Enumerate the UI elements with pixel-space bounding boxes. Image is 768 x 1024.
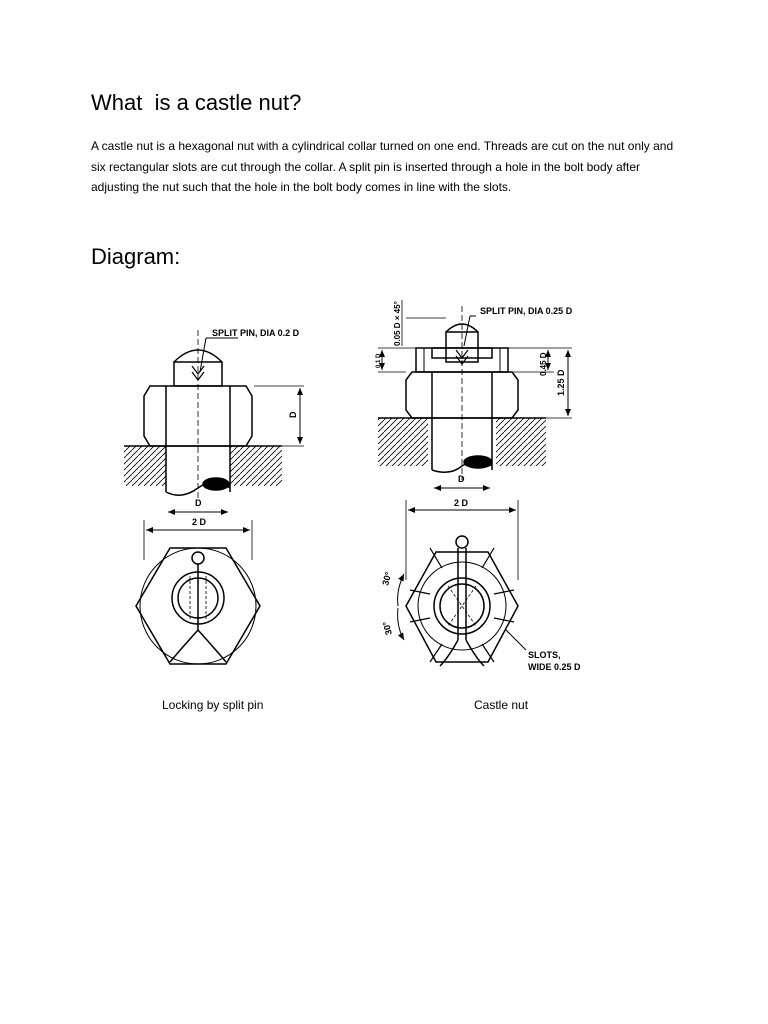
left-figure-plan	[136, 520, 260, 664]
right-dim-total: 1.25 D	[556, 369, 566, 396]
right-dim-small: 0.1 D	[376, 353, 382, 368]
left-dim-d-bottom: D	[195, 498, 202, 508]
caption-castle-nut: Castle nut	[474, 698, 529, 712]
right-dim-chamfer: 0.05 D × 45°	[393, 301, 402, 346]
right-figure-elevation	[378, 300, 572, 488]
intro-paragraph: A castle nut is a hexagonal nut with a cylindrical collar turned on one end. Threads are cut on the nut only and six rectangular slots are cut through the collar. A split pin is inserted through a hole in the bolt body after adjusting the nut such that the hole in the bolt body comes in line with the slots.	[91, 139, 674, 194]
caption-locking: Locking by split pin	[162, 698, 264, 712]
right-angle-top: 30°	[380, 570, 394, 587]
left-split-pin-label: SPLIT PIN, DIA 0.2 D	[212, 328, 300, 338]
right-dim-2d: 2 D	[454, 498, 469, 508]
right-split-pin-label: SPLIT PIN, DIA 0.25 D	[480, 306, 573, 316]
right-angle-bottom: 30°	[380, 620, 394, 637]
right-dim-d: D	[458, 474, 465, 484]
right-slots-label-2: WIDE 0.25 D	[528, 662, 581, 672]
diagram-heading: Diagram:	[91, 244, 181, 269]
left-figure-elevation	[124, 330, 304, 512]
right-dim-collar: 0.45 D	[539, 352, 548, 376]
right-figure-plan	[398, 500, 526, 666]
page-title: What is a castle nut?	[91, 90, 302, 115]
left-dim-d-vertical: D	[288, 411, 298, 418]
right-slots-label-1: SLOTS,	[528, 650, 561, 660]
left-dim-2d: 2 D	[192, 517, 207, 527]
